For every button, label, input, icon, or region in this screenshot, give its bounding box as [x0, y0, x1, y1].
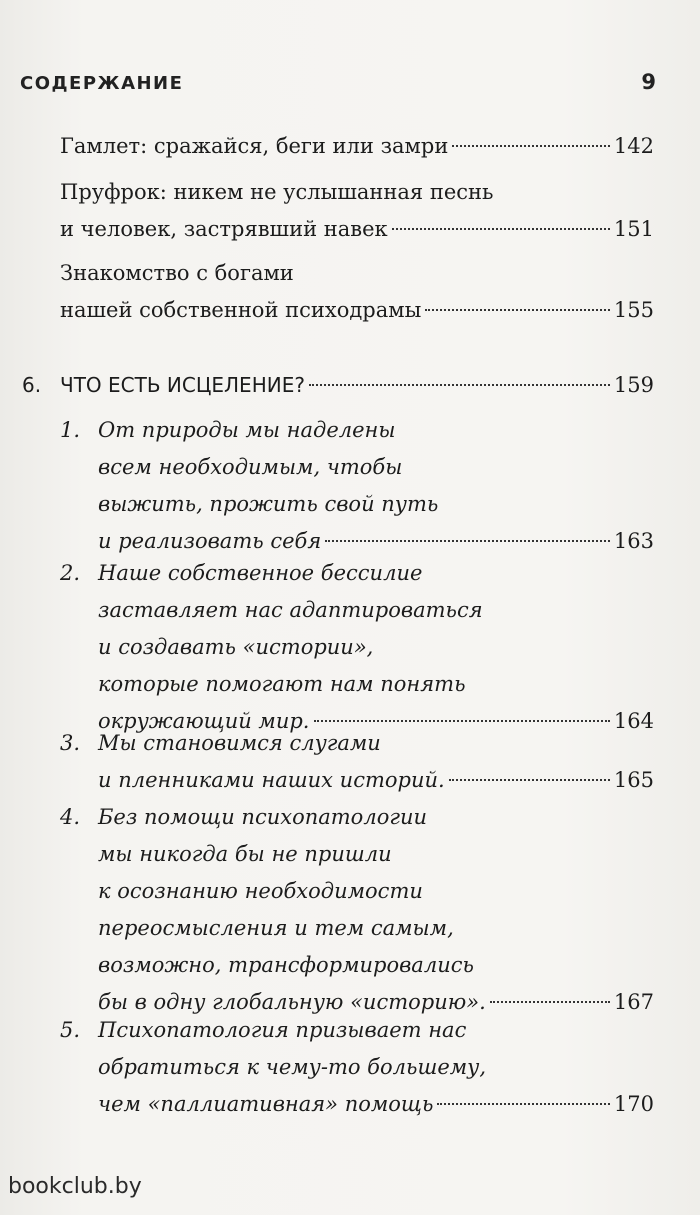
subentry-title-line: выжить, прожить свой путь: [98, 492, 439, 516]
toc-entry-title-line: Знакомство с богами: [60, 261, 294, 285]
toc-entry[interactable]: [60, 128, 654, 165]
subentry-number: 4.: [60, 805, 81, 829]
toc-entry-title: Гамлет: сражайся, беги или замри: [60, 134, 449, 158]
toc-subentry[interactable]: [60, 799, 654, 1021]
subentry-page: 170: [613, 1092, 654, 1116]
toc-entry-page: 151: [613, 217, 654, 241]
chapter-title: ЧТО ЕСТЬ ИСЦЕЛЕНИЕ?: [60, 373, 305, 397]
toc-subentry[interactable]: [60, 1012, 654, 1123]
subentry-title-line: всем необходимым, чтобы: [98, 455, 403, 479]
subentry-page: 165: [613, 768, 654, 792]
subentry-title-line: От природы мы наделены: [98, 418, 396, 442]
subentry-title-line: Без помощи психопатологии: [98, 805, 428, 829]
subentry-title-line: и создавать «истории»,: [98, 635, 374, 659]
page-header: [20, 70, 656, 94]
toc-subentry[interactable]: [60, 412, 654, 560]
toc-entry-title-line: и человек, застрявший навек: [60, 217, 388, 241]
page-number: 9: [641, 70, 656, 94]
leader-dots: [314, 720, 610, 722]
subentry-title-line: Наше собственное бессилие: [98, 561, 423, 585]
subentry-page: 163: [613, 529, 654, 553]
subentry-title-line: которые помогают нам понять: [98, 672, 466, 696]
leader-dots: [490, 1001, 610, 1003]
subentry-title-line: и реализовать себя: [98, 529, 322, 553]
leader-dots: [437, 1103, 610, 1105]
toc-entry[interactable]: [60, 255, 654, 329]
subentry-title-line: переосмысления и тем самым,: [98, 916, 454, 940]
subentry-page: 167: [613, 990, 654, 1014]
toc-subentry[interactable]: [60, 555, 654, 740]
chapter-entry[interactable]: [22, 367, 654, 404]
subentry-title-line: Психопатология призывает нас: [98, 1018, 467, 1042]
chapter-number: 6.: [22, 373, 42, 397]
subentry-title-line: мы никогда бы не пришли: [98, 842, 392, 866]
subentry-title-line: и пленниками наших историй.: [98, 768, 445, 792]
leader-dots: [309, 384, 610, 386]
leader-dots: [449, 779, 610, 781]
subentry-title-line: чем «паллиативная» помощь: [98, 1092, 434, 1116]
subentry-number: 2.: [60, 561, 81, 585]
toc-entry-page: 155: [613, 298, 654, 322]
leader-dots: [392, 228, 610, 230]
subentry-page: 164: [613, 709, 654, 733]
leader-dots: [452, 145, 610, 147]
subentry-number: 1.: [60, 418, 81, 442]
subentry-title-line: бы в одну глобальную «историю».: [98, 990, 486, 1014]
toc-subentry[interactable]: [60, 725, 654, 799]
subentry-number: 3.: [60, 731, 81, 755]
toc-entry-page: 142: [613, 134, 654, 158]
leader-dots: [325, 540, 610, 542]
running-title: СОДЕРЖАНИЕ: [20, 73, 184, 94]
subentry-title-line: окружающий мир.: [98, 709, 310, 733]
subentry-title-line: к осознанию необходимости: [98, 879, 423, 903]
toc-entry-title-line: нашей собственной психодрамы: [60, 298, 422, 322]
subentry-number: 5.: [60, 1018, 81, 1042]
toc-entry[interactable]: [60, 174, 654, 248]
chapter-page: 159: [613, 373, 654, 397]
subentry-title-line: возможно, трансформировались: [98, 953, 474, 977]
subentry-title-line: Мы становимся слугами: [98, 731, 381, 755]
subentry-title-line: заставляет нас адаптироваться: [98, 598, 483, 622]
site-watermark: bookclub.by: [8, 1174, 142, 1199]
subentry-title-line: обратиться к чему-то большему,: [98, 1055, 487, 1079]
toc-entry-title-line: Пруфрок: никем не услышанная песнь: [60, 180, 494, 204]
leader-dots: [425, 309, 610, 311]
